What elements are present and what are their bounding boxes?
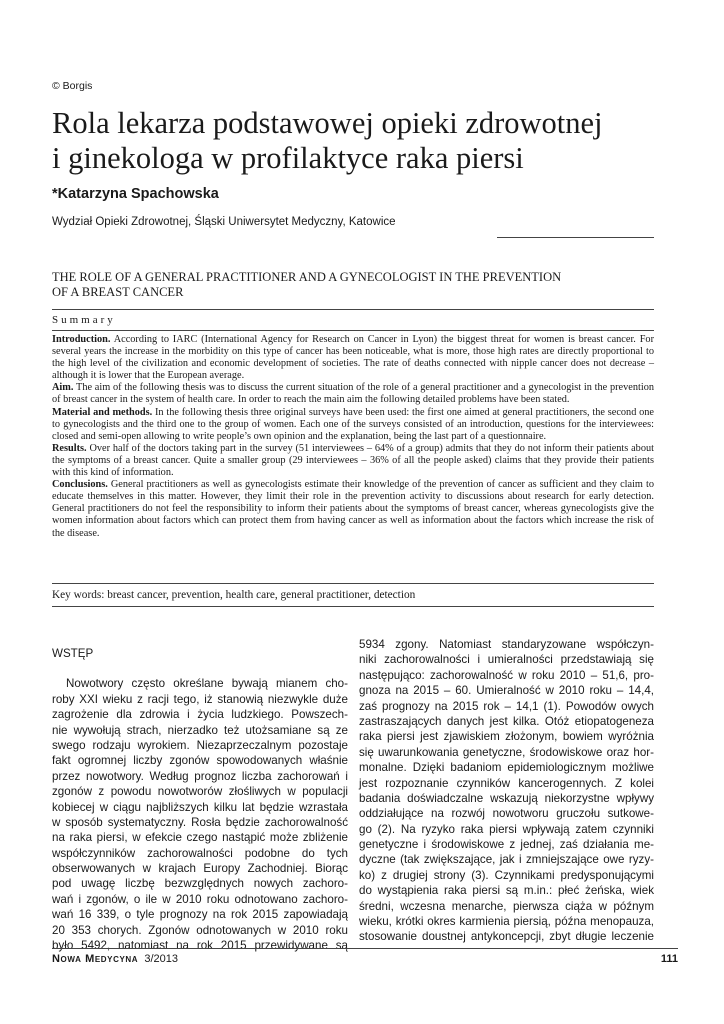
divider — [52, 606, 654, 607]
divider — [52, 583, 654, 584]
text-line: pod uwagę liczbę bezwzględnych nowych zachoro- — [52, 877, 348, 891]
text-line: wań i zgonów, o ile w 2010 roku odnotowano zachoro- — [52, 892, 348, 906]
summary-paragraph-label: Aim. — [52, 382, 74, 394]
keywords: Key words: breast cancer, prevention, health care, general practitioner, detection — [52, 589, 416, 601]
journal-footer — [52, 953, 178, 965]
text-line: niki zachorowalności i umieralności przedstawiają się — [359, 653, 654, 667]
text-line: współczynników zachorowalności podobne do tych — [52, 846, 348, 860]
summary-paragraph — [52, 443, 654, 479]
text-line: nie wywołują strach, nierzadko też utożsamiane są ze — [52, 723, 348, 737]
right-column-text — [359, 637, 654, 945]
affiliation: Wydział Opieki Zdrowotnej, Śląski Uniwersytet Medyczny, Katowice — [52, 216, 396, 228]
text-line: 20 353 chorych. Zgonów odnotowanych w 2010 roku — [52, 923, 348, 937]
article-title-line: i ginekologa w profilaktyce raka piersi — [52, 141, 524, 175]
text-line: kobiecej w ciągu najbliższych kilku lat będzie wzrastała — [52, 800, 348, 814]
text-line: się uwarunkowania genetyczne, środowiskowe oraz hor- — [359, 745, 654, 759]
text-line: Nowotwory często określane bywają mianem cho- — [66, 677, 348, 691]
text-line: przez nowotwory. Według prognoz liczba zachorowań i — [52, 769, 348, 783]
text-line: oddziałujące na rozwój nowotworu gruczołu sutkowe- — [359, 807, 654, 821]
journal-name: Nowa Medycyna — [52, 953, 139, 965]
summary-paragraph — [52, 479, 654, 539]
text-line: monalne. Dzięki badaniom epidemiologicznym możliwe — [359, 761, 654, 775]
divider — [52, 309, 654, 310]
text-line: raka piersi jest zjawiskiem złożonym, bowiem wyróżnia — [359, 730, 654, 744]
summary-paragraph — [52, 382, 654, 406]
text-line: obserwowanych w krajach Europy Zachodniej. Biorąc — [52, 862, 348, 876]
summary-paragraph-label: Conclusions. — [52, 479, 108, 491]
divider — [497, 237, 654, 238]
text-line: średni, wczesna menarche, pierwsza ciąża w późnym — [359, 899, 654, 913]
page-number: 111 — [660, 953, 678, 965]
left-column-text — [52, 676, 348, 953]
text-line: w sposób systematyczny. Rosła będzie zachorowalność — [52, 815, 348, 829]
text-line: wań 16 339, o tyle prognozy na rok 2015 zapowiadają — [52, 908, 348, 922]
text-line: wieku, krótki okres karmienia piersią, późna menopauza, — [359, 915, 654, 929]
text-line: 5934 zgony. Natomiast standaryzowane współczyn- — [359, 638, 654, 651]
text-line: badania doświadczalne wskazują niekorzystne wpływy — [359, 791, 654, 805]
text-line: dyczne (tak zwiększające, jak i zmniejszające owe ryzy- — [359, 853, 654, 867]
text-line: zgonów z powodu nowotworów złośliwych w populacji — [52, 785, 348, 799]
text-line: swego rodzaju wyrokiem. Niezaprzeczalnym pozostaje — [52, 738, 348, 752]
text-line: ko) z drugiej strony (3). Czynnikami predysponującymi — [359, 868, 654, 882]
text-line: zagrożenie dla zdrowia i życia ludzkiego. Powszech- — [52, 708, 348, 722]
author-name: *Katarzyna Spachowska — [52, 186, 219, 202]
text-line: do wystąpienia raka piersi są m.in.: płeć żeńska, wiek — [359, 884, 654, 898]
body-column-right — [359, 637, 654, 945]
text-line: gnoza na 2015 – 60. Umieralność w 2010 roku – 14,4, — [359, 684, 654, 698]
article-title-line: Rola lekarza podstawowej opieki zdrowotnej — [52, 106, 603, 140]
text-line: było 5492, natomiast na rok 2015 przewidywane są — [52, 939, 348, 953]
summary-paragraph-text: Over half of the doctors taking part in the survey (51 interviewees – 64% of a group) admits that they do not inform their patients about the symptoms of a breast cancer. Quite a smaller group (29 interviewees – 36% of all the people asked) claims that they provide their patients with this kind of information. — [52, 442, 654, 479]
text-line: fakt ogromnej liczby zgonów spowodowanych właśnie — [52, 754, 348, 768]
footer-divider — [52, 948, 678, 949]
english-title-line: OF A BREAST CANCER — [52, 285, 184, 299]
publisher-label: © Borgis — [52, 80, 93, 92]
body-column-left — [52, 646, 348, 953]
summary-paragraph-text: The aim of the following thesis was to discuss the current situation of the role of a general practitioner and a gynecologist in the prevention of breast cancer in the system of health care. In order to reach the main aim the following detailed problems have been stated. — [52, 382, 654, 406]
section-heading: WSTĘP — [52, 647, 94, 660]
summary-paragraph-label: Results. — [52, 442, 87, 454]
text-line: następująco: zachorowalność w roku 2010 – 51,6, pro- — [359, 668, 654, 682]
summary-paragraph-label: Introduction. — [52, 334, 111, 345]
summary-paragraph-text: In the following thesis three original surveys have been used: the first one aimed at general practitioners, the second one to gynecologists and the third one to the group of women. Each one of the surveys consisted of an introduction, questions for the interviewees: closed and semi-open allowing to write people’s own opinion and the explanation, being the last part of a questionnaire. — [52, 406, 654, 442]
english-title-line: THE ROLE OF A GENERAL PRACTITIONER AND A GYNECOLOGIST IN THE PREVENTION — [52, 270, 562, 284]
summary-paragraph-label: Material and methods. — [52, 406, 153, 418]
text-line: zastraszających danych jest kilka. Otóż etiopatogeneza — [359, 714, 654, 728]
text-line: zaś prognozy na 2015 rok – 14,1 (1). Powodów owych — [359, 699, 654, 713]
text-line: genetyczne i środowiskowe z jednej, zaś działania me- — [359, 838, 654, 852]
summary-paragraph-text: According to IARC (International Agency for Research on Cancer in Lyon) the biggest threat for women is breast cancer. For several years the increase in the morbidity on this type of cancer has been noticeable, what is more, those high rates are directly proportional to the high level of the civilization and economic development of societies. The rate of deaths connected with nipple cancer does not decrease – although it is lower that the European average. — [52, 334, 654, 382]
text-line: go (2). Na ryzyko raka piersi wpływają zatem czynniki — [359, 822, 654, 836]
text-line: na raka piersi, w efekcie czego nastąpić może zbliżenie — [52, 831, 348, 845]
text-line: stosowanie doustnej antykoncepcji, zbyt długie leczenie — [359, 930, 654, 944]
summary-paragraph-text: General practitioners as well as gynecologists estimate their knowledge of the prevention of cancer as sufficient and they claim to educate themselves in this matter. However, they limit their role in the prevention activity to discussions about research for early detection. General practitioners do not feel the responsibility to inform their patients about the symptoms of breast cancer, whereas gynecologists give the women information about factors which can protect them from having cancer as well as information about the factors which increase the risk of the disease. — [52, 479, 654, 539]
text-line: roby XXI wieku z racji tego, iż stanowią niezwykle duże — [52, 692, 348, 706]
english-title — [52, 270, 672, 300]
summary-body — [52, 334, 654, 540]
article-title — [52, 106, 692, 176]
summary-heading: Summary — [52, 314, 116, 326]
journal-issue: 3/2013 — [144, 953, 178, 965]
divider — [52, 330, 654, 331]
summary-paragraph — [52, 334, 654, 382]
text-line: jest rozpoznanie czynników kancerogennych. Z kolei — [359, 776, 654, 790]
summary-paragraph — [52, 407, 654, 443]
